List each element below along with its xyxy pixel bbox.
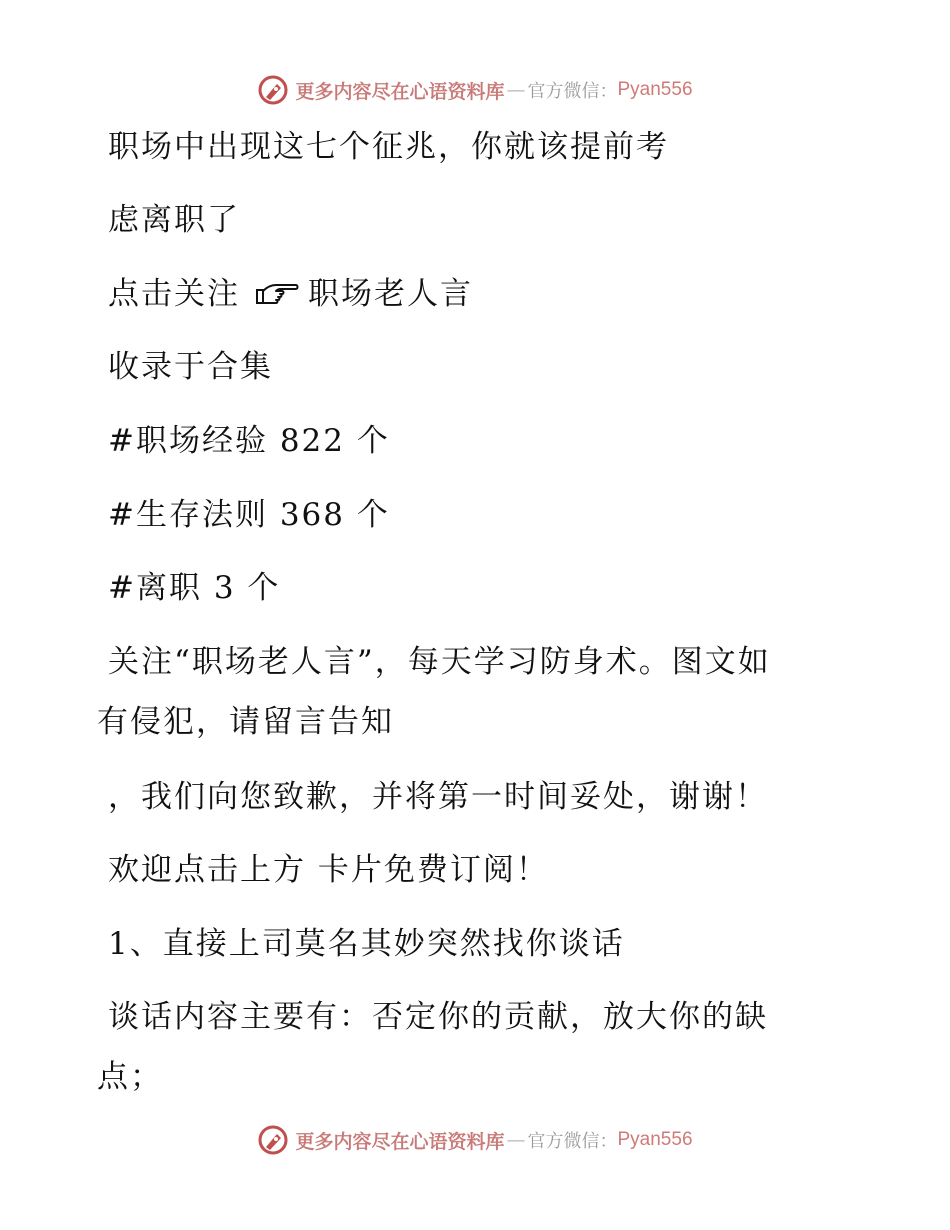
follow-line bbox=[108, 274, 473, 314]
pointing-hand-icon bbox=[254, 281, 300, 307]
watermark-dash: — bbox=[506, 1129, 526, 1151]
notice-line-3: ，我们向您致歉，并将第一时间妥处，谢谢！ bbox=[108, 779, 768, 815]
watermark-wechat-id: Pyan556 bbox=[617, 79, 693, 100]
watermark-label: 官方微信： bbox=[527, 81, 618, 102]
watermark-label: 官方微信： bbox=[527, 1131, 618, 1152]
article-title-line-1: 职场中出现这七个征兆，你就该提前考 bbox=[108, 129, 669, 165]
subscribe-line: 欢迎点击上方 卡片免费订阅！ bbox=[108, 852, 549, 888]
watermark-dash: — bbox=[506, 79, 526, 101]
collection-label: 收录于合集 bbox=[108, 349, 273, 385]
tag-item[interactable]: #生存法则 368 个 bbox=[108, 497, 390, 533]
pen-nib-logo-icon bbox=[257, 1124, 289, 1156]
tag-item[interactable]: #离职 3 个 bbox=[108, 570, 281, 606]
point-1-heading: 1、直接上司莫名其妙突然找你谈话 bbox=[108, 926, 625, 962]
point-1-body-line-1: 谈话内容主要有：否定你的贡献，放大你的缺 bbox=[108, 999, 768, 1035]
point-1-body-line-2: 点； bbox=[97, 1059, 163, 1095]
notice-line-2: 有侵犯，请留言告知 bbox=[97, 704, 394, 740]
watermark-brand-text: 更多内容尽在心语资料库 bbox=[295, 1130, 505, 1153]
notice-line-1: 关注“职场老人言”，每天学习防身术。图文如 bbox=[108, 644, 771, 680]
watermark-wechat-id: Pyan556 bbox=[617, 1129, 693, 1150]
footer-watermark bbox=[0, 1120, 950, 1160]
follow-prefix: 点击关注 bbox=[108, 276, 240, 312]
follow-target[interactable]: 职场老人言 bbox=[308, 276, 473, 312]
watermark-brand-text: 更多内容尽在心语资料库 bbox=[295, 80, 505, 103]
tag-item[interactable]: #职场经验 822 个 bbox=[108, 423, 390, 459]
article-title-line-2: 虑离职了 bbox=[108, 202, 240, 238]
